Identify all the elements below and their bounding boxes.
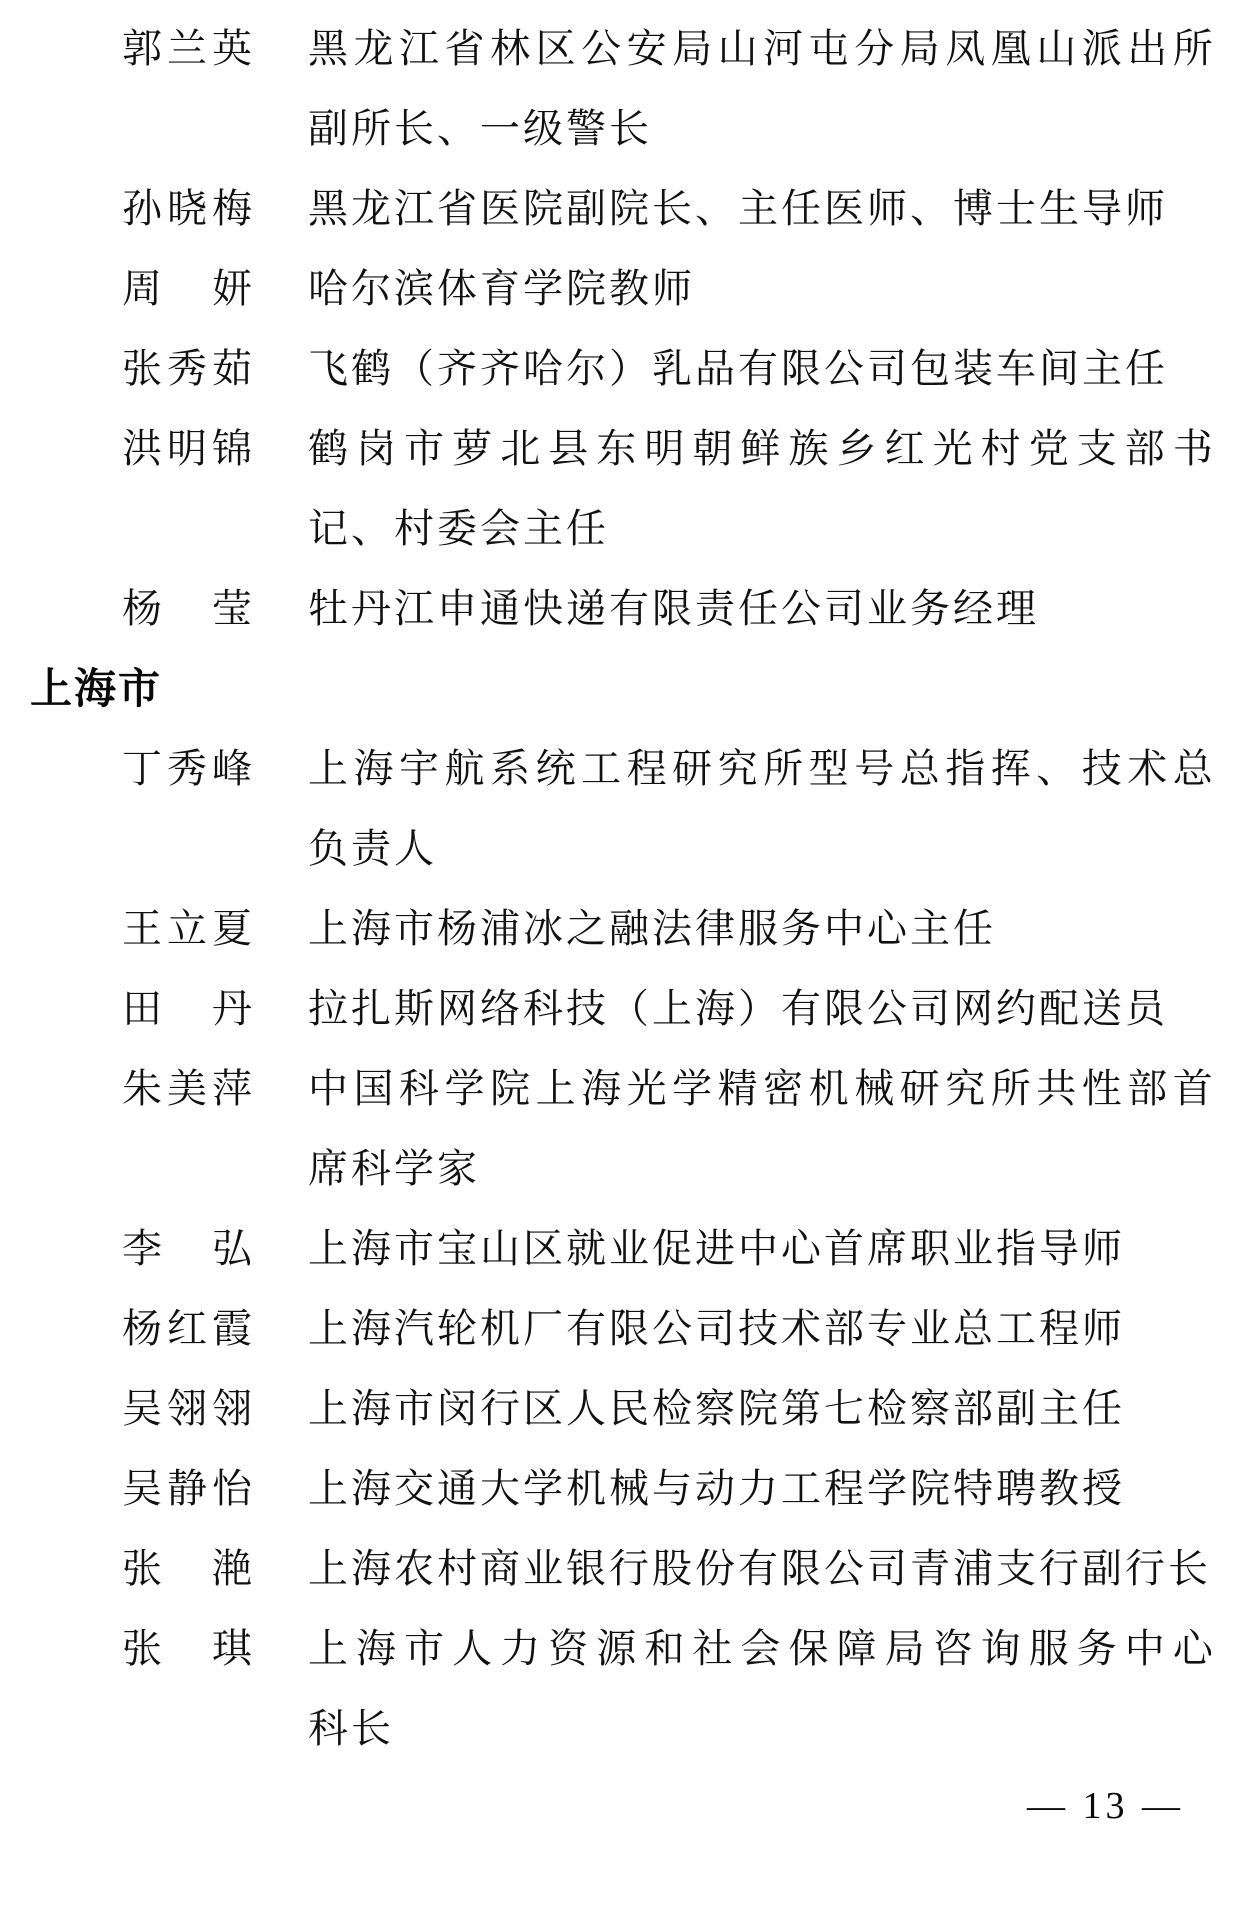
laureate-row	[30, 249, 1242, 329]
laureate-name: 张 滟	[122, 1546, 252, 1591]
laureate-name: 吴 静 怡	[122, 1466, 252, 1511]
description-line: 上海市宝山区就业促进中心首席职业指导师	[308, 1226, 1125, 1271]
laureate-description	[308, 1209, 1213, 1289]
laureate-row	[30, 329, 1242, 409]
laureate-name: 朱 美 萍	[122, 1066, 252, 1111]
laureate-row	[30, 409, 1242, 569]
laureate-name: 杨 红 霞	[122, 1306, 252, 1351]
laureate-row	[30, 1289, 1242, 1369]
laureate-row	[30, 1449, 1242, 1529]
laureate-name: 张 秀 茹	[122, 346, 252, 391]
laureate-description	[308, 569, 1213, 649]
laureate-description	[308, 329, 1213, 409]
laureate-row	[30, 1529, 1242, 1609]
description-line: 上海市闵行区人民检察院第七检察部副主任	[308, 1386, 1125, 1431]
laureate-description	[308, 409, 1213, 569]
laureate-description	[308, 249, 1213, 329]
description-line: 飞鹤（齐齐哈尔）乳品有限公司包装车间主任	[308, 346, 1168, 391]
laureate-description	[308, 1609, 1213, 1769]
description-line: 牡丹江申通快递有限责任公司业务经理	[308, 586, 1039, 631]
laureate-description	[308, 969, 1213, 1049]
laureate-name: 洪 明 锦	[122, 426, 252, 471]
laureate-row	[30, 1209, 1242, 1289]
description-line: 鹤 岗 市 萝 北 县 东 明 朝 鲜 族 乡 红 光 村 党 支 部 书	[308, 426, 1213, 471]
laureate-description	[308, 889, 1213, 969]
laureate-description	[308, 1529, 1213, 1609]
description-line: 副所长、一级警长	[308, 106, 652, 151]
laureate-name: 丁 秀 峰	[122, 746, 252, 791]
laureate-name: 周 妍	[122, 266, 252, 311]
description-line: 上海农村商业银行股份有限公司青浦支行副行长	[308, 1546, 1211, 1591]
description-line: 席科学家	[308, 1146, 480, 1191]
section-header: 上海市	[30, 665, 163, 712]
laureate-description	[308, 1049, 1213, 1209]
description-line: 上 海 市 人 力 资 源 和 社 会 保 障 局 咨 询 服 务 中 心	[308, 1626, 1213, 1671]
description-line: 上海汽轮机厂有限公司技术部专业总工程师	[308, 1306, 1125, 1351]
description-line: 拉扎斯网络科技（上海）有限公司网约配送员	[308, 986, 1168, 1031]
description-line: 上海市杨浦冰之融法律服务中心主任	[308, 906, 996, 951]
description-line: 科长	[308, 1706, 394, 1751]
laureate-description	[308, 169, 1213, 249]
page-number: — 13 —	[1027, 1785, 1184, 1827]
laureate-description	[308, 9, 1213, 169]
laureate-row	[30, 9, 1242, 169]
laureate-row	[30, 169, 1242, 249]
laureate-description	[308, 729, 1213, 889]
laureate-name: 田 丹	[122, 986, 252, 1031]
laureate-description	[308, 1289, 1213, 1369]
description-line: 哈尔滨体育学院教师	[308, 266, 695, 311]
laureate-row	[30, 1609, 1242, 1769]
laureate-name: 杨 莹	[122, 586, 252, 631]
laureate-name: 郭 兰 英	[122, 26, 252, 71]
description-line: 记、村委会主任	[308, 506, 609, 551]
laureate-row	[30, 889, 1242, 969]
laureate-row	[30, 1049, 1242, 1209]
description-line: 黑 龙 江 省 林 区 公 安 局 山 河 屯 分 局 凤 凰 山 派 出 所	[308, 26, 1213, 71]
laureate-name: 张 琪	[122, 1626, 252, 1671]
laureate-name: 王 立 夏	[122, 906, 252, 951]
laureate-description	[308, 1369, 1213, 1449]
laureate-row	[30, 569, 1242, 649]
description-line: 中 国 科 学 院 上 海 光 学 精 密 机 械 研 究 所 共 性 部 首	[308, 1066, 1213, 1111]
description-line: 负责人	[308, 826, 437, 871]
description-line: 上海交通大学机械与动力工程学院特聘教授	[308, 1466, 1125, 1511]
description-line: 上 海 宇 航 系 统 工 程 研 究 所 型 号 总 指 挥 、 技 术 总	[308, 746, 1213, 791]
laureate-name: 李 弘	[122, 1226, 252, 1271]
laureate-row	[30, 1369, 1242, 1449]
laureate-row	[30, 969, 1242, 1049]
laureate-description	[308, 1449, 1213, 1529]
laureate-name: 吴 翎 翎	[122, 1386, 252, 1431]
description-line: 黑龙江省医院副院长、主任医师、博士生导师	[308, 186, 1168, 231]
laureate-name: 孙 晓 梅	[122, 186, 252, 231]
laureate-row	[30, 729, 1242, 889]
